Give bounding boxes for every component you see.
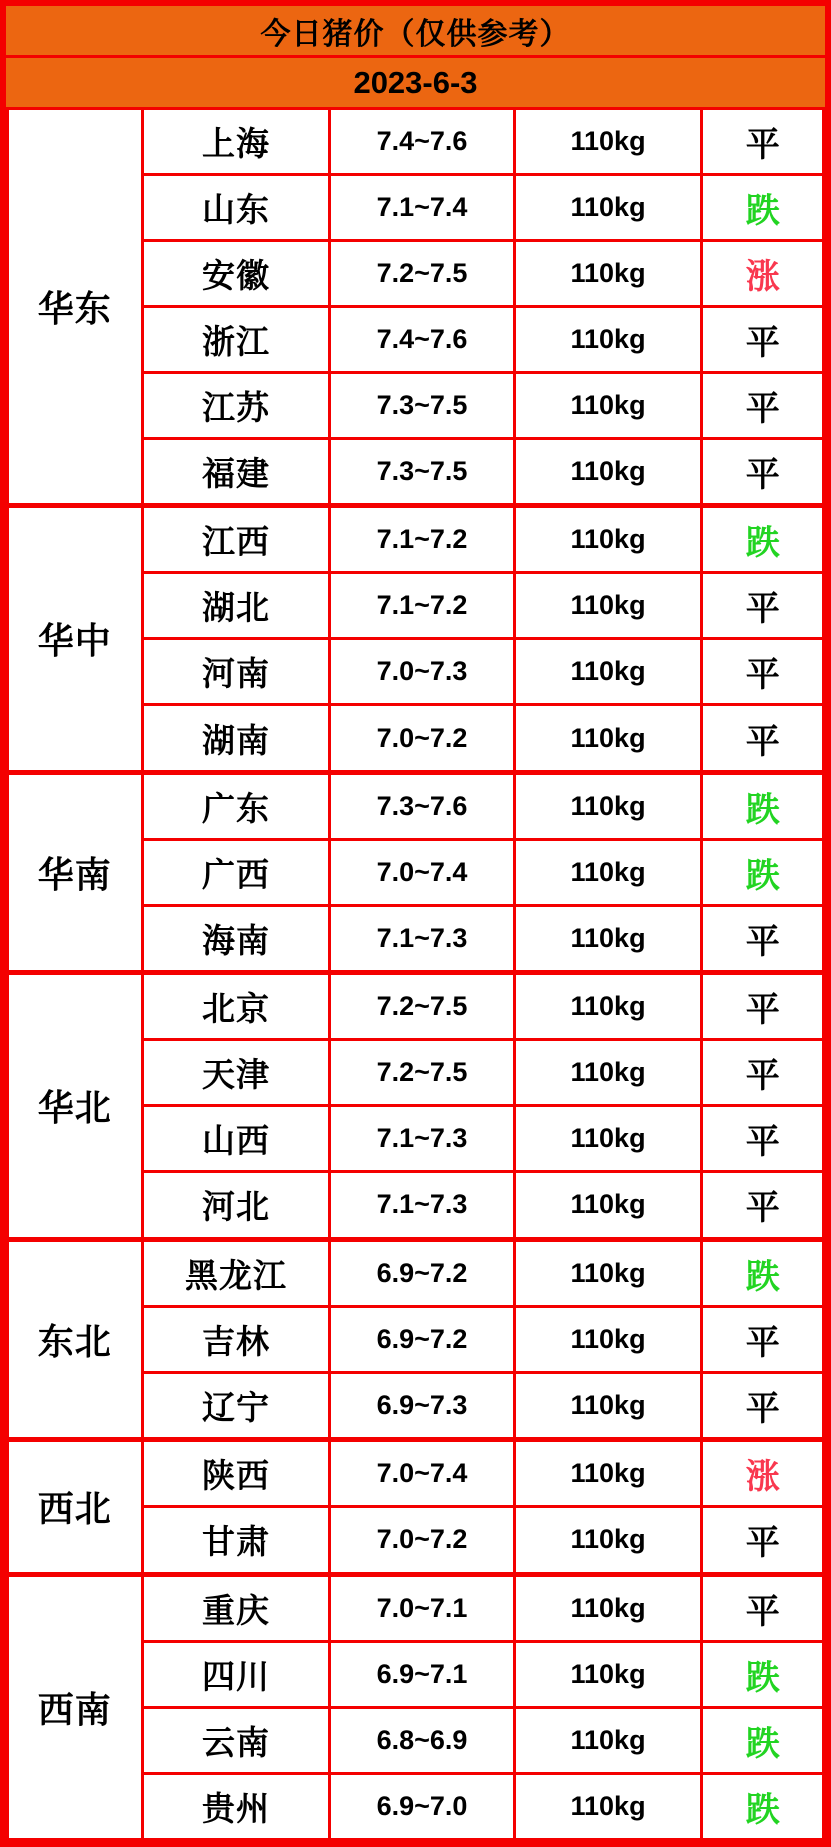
price-cell: 7.1~7.3 [330,1106,514,1172]
price-cell: 7.1~7.3 [330,1172,514,1239]
region-cell: 华北 [8,973,143,1239]
weight-cell: 110kg [514,1507,702,1574]
province-cell: 山东 [142,174,330,240]
province-cell: 甘肃 [142,1507,330,1574]
weight-cell: 110kg [514,438,702,505]
province-cell: 辽宁 [142,1372,330,1439]
price-cell: 7.2~7.5 [330,1040,514,1106]
price-cell: 7.3~7.5 [330,372,514,438]
province-cell: 天津 [142,1040,330,1106]
weight-cell: 110kg [514,1574,702,1641]
region-cell: 西北 [8,1440,143,1575]
province-cell: 黑龙江 [142,1239,330,1306]
price-cell: 7.0~7.3 [330,639,514,705]
province-cell: 吉林 [142,1306,330,1372]
price-cell: 7.0~7.2 [330,705,514,772]
region-cell: 西南 [8,1574,143,1839]
status-cell: 平 [702,639,824,705]
price-cell: 7.0~7.4 [330,839,514,905]
province-cell: 湖北 [142,573,330,639]
province-cell: 湖南 [142,705,330,772]
status-cell: 涨 [702,1440,824,1507]
province-cell: 福建 [142,438,330,505]
status-cell: 平 [702,109,824,175]
weight-cell: 110kg [514,1440,702,1507]
price-cell: 6.9~7.2 [330,1239,514,1306]
province-cell: 四川 [142,1641,330,1707]
province-cell: 云南 [142,1707,330,1773]
province-cell: 河南 [142,639,330,705]
price-cell: 7.1~7.2 [330,506,514,573]
page-title: 今日猪价（仅供参考） [6,6,825,55]
price-cell: 7.0~7.1 [330,1574,514,1641]
province-cell: 海南 [142,905,330,972]
weight-cell: 110kg [514,506,702,573]
status-cell: 平 [702,1306,824,1372]
weight-cell: 110kg [514,306,702,372]
weight-cell: 110kg [514,1040,702,1106]
province-cell: 广西 [142,839,330,905]
province-cell: 北京 [142,973,330,1040]
weight-cell: 110kg [514,1172,702,1239]
province-cell: 陕西 [142,1440,330,1507]
province-cell: 江西 [142,506,330,573]
status-cell: 平 [702,1574,824,1641]
table-row [8,506,824,573]
weight-cell: 110kg [514,372,702,438]
weight-cell: 110kg [514,639,702,705]
status-cell: 平 [702,1372,824,1439]
price-cell: 6.9~7.1 [330,1641,514,1707]
price-cell: 7.4~7.6 [330,109,514,175]
province-cell: 安徽 [142,240,330,306]
status-cell: 平 [702,1507,824,1574]
region-cell: 华中 [8,506,143,772]
status-cell: 跌 [702,772,824,839]
status-cell: 跌 [702,174,824,240]
price-cell: 7.1~7.4 [330,174,514,240]
province-cell: 江苏 [142,372,330,438]
status-cell: 平 [702,905,824,972]
status-cell: 平 [702,1106,824,1172]
weight-cell: 110kg [514,905,702,972]
province-cell: 贵州 [142,1773,330,1839]
region-cell: 华南 [8,772,143,972]
province-cell: 山西 [142,1106,330,1172]
date-label: 2023-6-3 [6,58,825,107]
status-cell: 跌 [702,1239,824,1306]
table-row [8,1239,824,1306]
weight-cell: 110kg [514,1641,702,1707]
price-cell: 7.1~7.2 [330,573,514,639]
pig-price-table [6,107,825,1841]
status-cell: 跌 [702,1773,824,1839]
status-cell: 平 [702,705,824,772]
status-cell: 平 [702,573,824,639]
region-cell: 华东 [8,109,143,506]
province-cell: 上海 [142,109,330,175]
status-cell: 平 [702,1172,824,1239]
province-cell: 重庆 [142,1574,330,1641]
price-cell: 6.9~7.3 [330,1372,514,1439]
price-cell: 7.0~7.2 [330,1507,514,1574]
weight-cell: 110kg [514,772,702,839]
price-table-body [8,109,824,1840]
status-cell: 跌 [702,1707,824,1773]
price-cell: 6.9~7.2 [330,1306,514,1372]
price-cell: 6.9~7.0 [330,1773,514,1839]
table-row [8,1574,824,1641]
status-cell: 平 [702,973,824,1040]
status-cell: 平 [702,438,824,505]
weight-cell: 110kg [514,1707,702,1773]
weight-cell: 110kg [514,1372,702,1439]
price-cell: 7.2~7.5 [330,973,514,1040]
weight-cell: 110kg [514,573,702,639]
weight-cell: 110kg [514,1306,702,1372]
weight-cell: 110kg [514,240,702,306]
price-cell: 7.1~7.3 [330,905,514,972]
table-row [8,772,824,839]
table-row [8,973,824,1040]
weight-cell: 110kg [514,109,702,175]
weight-cell: 110kg [514,705,702,772]
table-row [8,1440,824,1507]
price-cell: 6.8~6.9 [330,1707,514,1773]
price-cell: 7.2~7.5 [330,240,514,306]
status-cell: 平 [702,306,824,372]
status-cell: 跌 [702,1641,824,1707]
price-cell: 7.4~7.6 [330,306,514,372]
weight-cell: 110kg [514,1106,702,1172]
weight-cell: 110kg [514,1239,702,1306]
weight-cell: 110kg [514,174,702,240]
weight-cell: 110kg [514,839,702,905]
status-cell: 跌 [702,839,824,905]
region-cell: 东北 [8,1239,143,1439]
province-cell: 广东 [142,772,330,839]
status-cell: 平 [702,1040,824,1106]
weight-cell: 110kg [514,1773,702,1839]
status-cell: 涨 [702,240,824,306]
status-cell: 跌 [702,506,824,573]
table-row [8,109,824,175]
province-cell: 河北 [142,1172,330,1239]
price-cell: 7.0~7.4 [330,1440,514,1507]
price-cell: 7.3~7.6 [330,772,514,839]
price-cell: 7.3~7.5 [330,438,514,505]
weight-cell: 110kg [514,973,702,1040]
status-cell: 平 [702,372,824,438]
province-cell: 浙江 [142,306,330,372]
